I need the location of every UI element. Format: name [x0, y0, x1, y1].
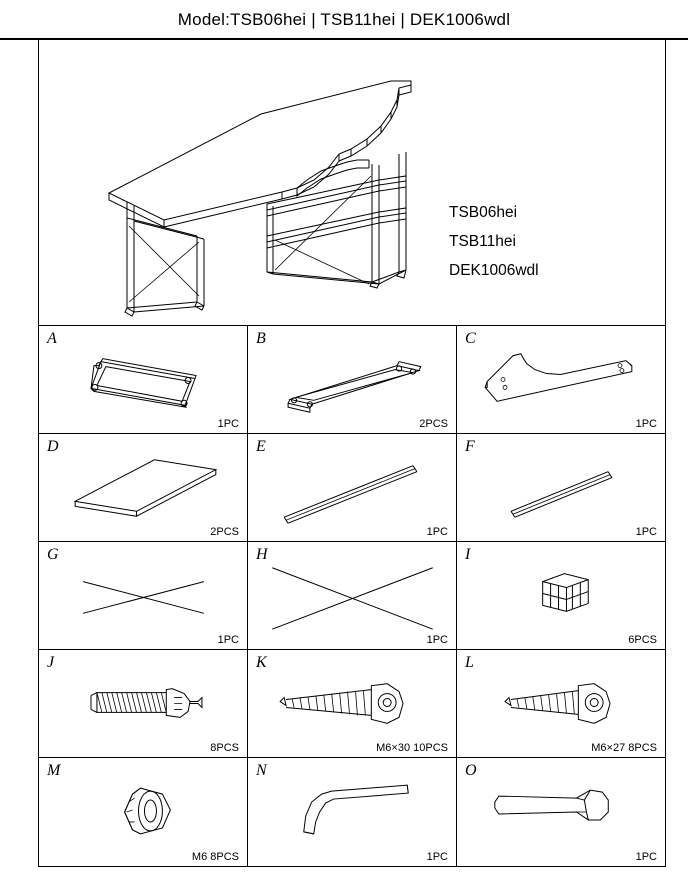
- part-qty: 1PC: [426, 526, 448, 538]
- l-shaped-tabletop-icon: [457, 326, 665, 433]
- frame-rectangle-narrow-icon: [248, 326, 456, 433]
- parts-row: [39, 758, 665, 866]
- part-cell-n: [248, 758, 457, 866]
- part-qty: M6×27 8PCS: [591, 742, 657, 754]
- model-line-2: TSB11hei: [449, 233, 516, 250]
- hex-nut-icon: [39, 758, 247, 866]
- part-letter: C: [465, 330, 476, 347]
- part-letter: I: [465, 546, 471, 563]
- cross-brace-small-icon: [39, 542, 247, 649]
- frame-rectangle-large-icon: [39, 326, 247, 433]
- part-cell-e: [248, 434, 457, 541]
- model-line-1: TSB06hei: [449, 204, 518, 221]
- part-cell-i: [457, 542, 665, 649]
- part-letter: E: [256, 438, 266, 455]
- part-qty: 1PC: [635, 851, 657, 863]
- part-qty: M6 8PCS: [191, 851, 239, 863]
- parts-row: [39, 434, 665, 542]
- part-cell-d: [39, 434, 248, 541]
- part-letter: A: [47, 330, 57, 347]
- part-cell-c: [457, 326, 665, 433]
- part-letter: J: [47, 654, 55, 671]
- open-wrench-icon: [457, 758, 665, 866]
- part-qty: M6×30 10PCS: [376, 742, 448, 754]
- part-cell-l: [457, 650, 665, 757]
- part-letter: G: [47, 546, 59, 563]
- part-letter: B: [256, 330, 266, 347]
- part-qty: 2PCS: [419, 418, 448, 430]
- model-list: [449, 198, 539, 285]
- part-letter: L: [465, 654, 474, 671]
- part-cell-f: [457, 434, 665, 541]
- part-qty: 1PC: [217, 634, 239, 646]
- bolt-m6x27-icon: [457, 650, 665, 757]
- short-tube-icon: [457, 434, 665, 541]
- model-line-3: DEK1006wdl: [449, 262, 539, 279]
- allen-key-icon: [248, 758, 456, 866]
- bolt-m6x30-icon: [248, 650, 456, 757]
- part-letter: M: [47, 762, 61, 779]
- part-qty: 1PC: [635, 526, 657, 538]
- part-cell-b: [248, 326, 457, 433]
- part-cell-h: [248, 542, 457, 649]
- part-cell-a: [39, 326, 248, 433]
- part-cell-j: [39, 650, 248, 757]
- page-title: Model:TSB06hei | TSB11hei | DEK1006wdl: [177, 10, 511, 29]
- part-qty: 1PC: [635, 418, 657, 430]
- part-cell-k: [248, 650, 457, 757]
- part-cell-g: [39, 542, 248, 649]
- part-letter: N: [256, 762, 267, 779]
- part-letter: H: [256, 546, 268, 563]
- part-cell-o: [457, 758, 665, 866]
- part-qty: 2PCS: [210, 526, 239, 538]
- parts-row: [39, 326, 665, 434]
- desk-illustration: [39, 40, 667, 326]
- cross-brace-large-icon: [248, 542, 456, 649]
- part-qty: 1PC: [426, 634, 448, 646]
- parts-grid: [38, 326, 666, 867]
- parts-row: [39, 542, 665, 650]
- part-letter: D: [47, 438, 59, 455]
- part-qty: 1PC: [217, 418, 239, 430]
- spring-screw-icon: [39, 650, 247, 757]
- part-qty: 1PC: [426, 851, 448, 863]
- part-cell-m: [39, 758, 248, 866]
- part-letter: K: [256, 654, 267, 671]
- long-tube-icon: [248, 434, 456, 541]
- part-qty: 8PCS: [210, 742, 239, 754]
- parts-row: [39, 650, 665, 758]
- part-letter: F: [465, 438, 475, 455]
- hero-panel: [38, 40, 666, 326]
- part-qty: 6PCS: [628, 634, 657, 646]
- shelf-board-icon: [39, 434, 247, 541]
- plastic-foot-block-icon: [457, 542, 665, 649]
- part-letter: O: [465, 762, 477, 779]
